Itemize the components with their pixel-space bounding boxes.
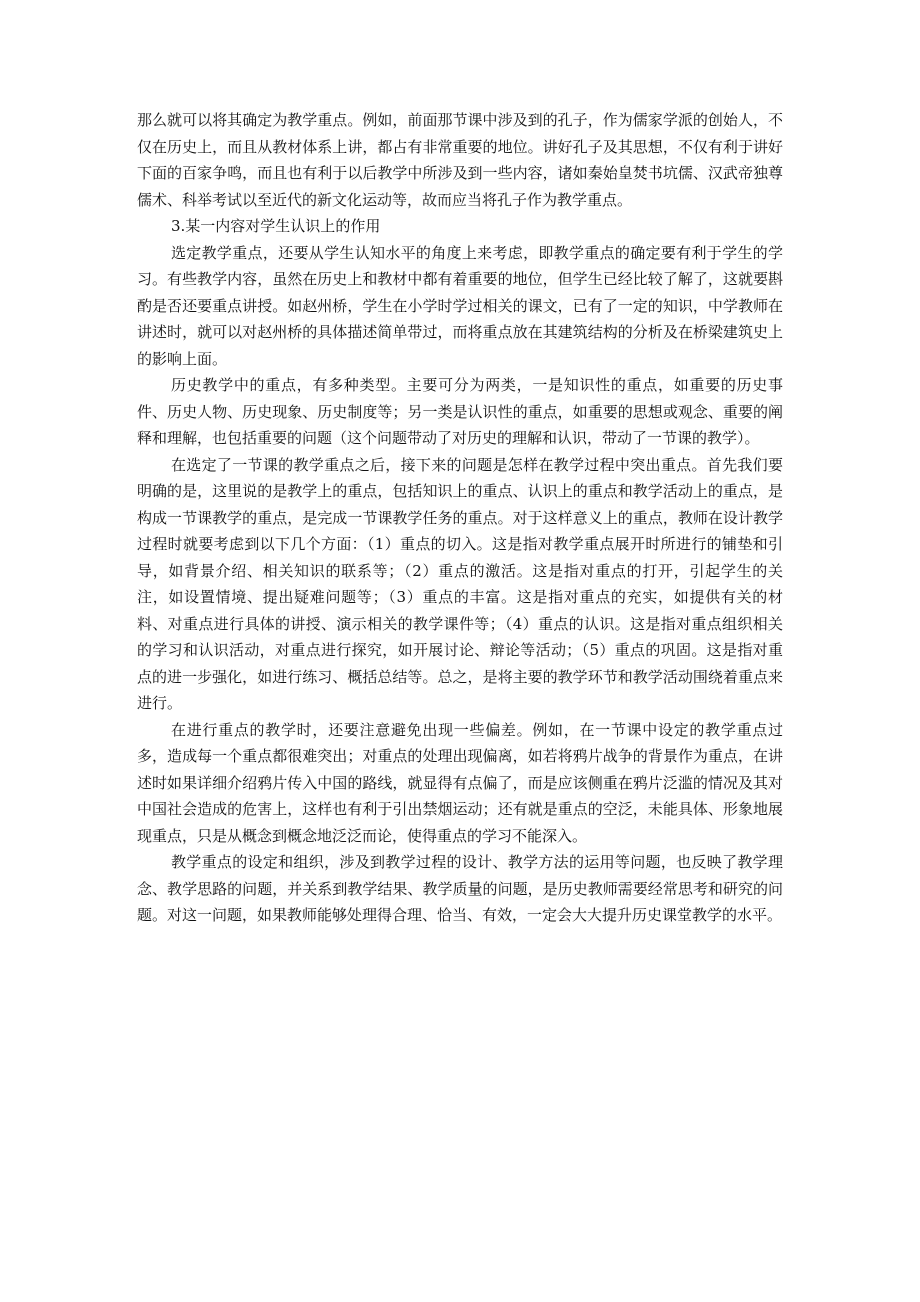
paragraph-continuation: 那么就可以将其确定为教学重点。例如，前面那节课中涉及到的孔子，作为儒家学派的创始人，不仅在历史上，而且从教材体系上讲，都占有非常重要的地位。讲好孔子及其思想，不仅有利于讲好下面的百家争鸣，而且也有利于以后教学中所涉及到一些内容，诸如秦始皇焚书坑儒、汉武帝独尊儒术、科举考试以至近代的新文化运动等，故而应当将孔子作为教学重点。	[137, 111, 783, 209]
paragraph: 在进行重点的教学时，还要注意避免出现一些偏差。例如，在一节课中设定的教学重点过多，造成每一个重点都很难突出；对重点的处理出现偏离，如若将鸦片战争的背景作为重点，在讲述时如果详细介绍鸦片传入中国的路线，就显得有点偏了，而是应该侧重在鸦片泛滥的情况及其对中国社会造成的危害上，这样也有利于引出禁烟运动；还有就是重点的空泛，未能具体、形象地展现重点，只是从概念到概念地泛泛而论，使得重点的学习不能深入。	[137, 720, 783, 845]
paragraph: 教学重点的设定和组织，涉及到教学过程的设计、教学方法的运用等问题，也反映了教学理念、教学思路的问题，并关系到教学结果、教学质量的问题，是历史教师需要经常思考和研究的问题。对这一问题，如果教师能够处理得合理、恰当、有效，一定会大大提升历史课堂教学的水平。	[137, 853, 783, 924]
section-heading: 3.某一内容对学生认识上的作用	[171, 217, 381, 235]
paragraph: 在选定了一节课的教学重点之后，接下来的问题是怎样在教学过程中突出重点。首先我们要明确的是，这里说的是教学上的重点，包括知识上的重点、认识上的重点和教学活动上的重点，是构成一节课教学的重点，是完成一节课教学任务的重点。对于这样意义上的重点，教师在设计教学过程时就要考虑到以下几个方面：（1）重点的切入。这是指对教学重点展开时所进行的铺垫和引导，如背景介绍、相关知识的联系等；（2）重点的激活。这是指对重点的打开，引起学生的关注，如设置情境、提出疑难问题等；（3）重点的丰富。这是指对重点的充实，如提供有关的材料、对重点进行具体的讲授、演示相关的教学课件等；（4）重点的认识。这是指对重点组织相关的学习和认识活动，对重点进行探究，如开展讨论、辩论等活动；（5）重点的巩固。这是指对重点的进一步强化，如进行练习、概括总结等。总之，是将主要的教学环节和教学活动围绕着重点来进行。	[137, 455, 783, 712]
paragraph: 历史教学中的重点，有多种类型。主要可分为两类，一是知识性的重点，如重要的历史事件、历史人物、历史现象、历史制度等；另一类是认识性的重点，如重要的思想或观念、重要的阐释和理解，也包括重要的问题（这个问题带动了对历史的理解和认识，带动了一节课的教学）。	[137, 376, 783, 447]
document-body	[137, 107, 783, 929]
paragraph: 选定教学重点，还要从学生认知水平的角度上来考虑，即教学重点的确定要有利于学生的学习。有些教学内容，虽然在历史上和教材中都有着重要的地位，但学生已经比较了解了，这就要斟酌是否还要重点讲授。如赵州桥，学生在小学时学过相关的课文，已有了一定的知识，中学教师在讲述时，就可以对赵州桥的具体描述简单带过，而将重点放在其建筑结构的分析及在桥梁建筑史上的影响上面。	[137, 243, 783, 368]
